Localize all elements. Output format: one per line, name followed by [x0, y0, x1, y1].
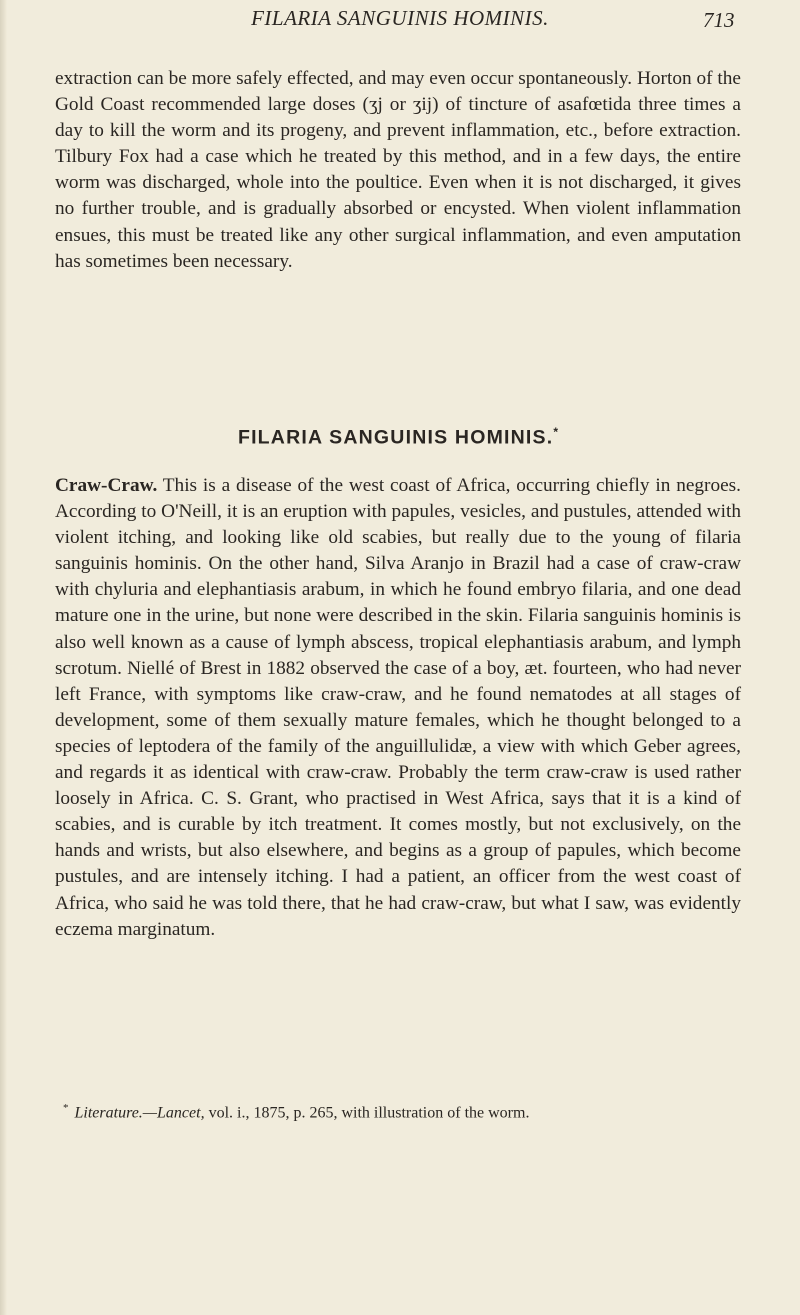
run-in-title: Craw-Craw. [55, 475, 158, 496]
running-head: FILARIA SANGUINIS HOMINIS. [251, 6, 549, 30]
footnote-mark: * [63, 1102, 69, 1114]
footnote [63, 1097, 753, 1124]
section-paragraph [55, 473, 741, 943]
paragraph-continued: extraction can be more safely effected, and may even occur spontaneously. Horton of the Gold Coast recommended large doses (ʒj or ʒij) of tincture of asafœtida three times a day to kill the worm and its progeny, and prevent inflammation, etc., before extraction. Tilbury Fox had a case which he treated by this method, and in a few days, the entire worm was discharged, whole into the poultice. Even when it is not discharged, it gives no further trouble, and is gradually absorbed or encysted. When violent inflammation ensues, this must be treated like any other surgical inflammation, and even amputation has sometimes been necessary. [55, 68, 741, 272]
section-heading [55, 418, 741, 452]
page-number: 713 [703, 8, 735, 32]
footnote-text: vol. i., 1875, p. 265, with illustration of the worm. [208, 1104, 530, 1122]
section-paragraph-text: This is a disease of the west coast of Africa, occurring chiefly in negroes. According to O'Neill, it is an eruption with papules, vesicles, and pustules, attended with violent itching, and looking like old scabies, but really due to the young of filaria sanguinis hominis. On the other hand, Silva Aranjo in Brazil had a case of craw-craw with chyluria and elephantiasis arabum, in which he found embryo filaria, and one dead mature one in the urine, but none were described in the skin. Filaria sanguinis hominis is also well known as a cause of lymph abscess, tropical elephantiasis arabum, and lymph scrotum. Niellé of Brest in 1882 observed the case of a boy, æt. fourteen, who had never left France, with symptoms like craw-craw, and he found nematodes at all stages of development, some of them sexually mature females, which he thought belonged to a species of leptodera of the family of the anguillulidæ, a view with which Geber agrees, and regards it as identical with craw-craw. Probably the term craw-craw is used rather loosely in Africa. C. S. Grant, who practised in West Africa, says that it is a kind of scabies, and is curable by itch treatment. It comes mostly, but not exclusively, on the hands and wrists, but also elsewhere, and begins as a group of papules, which become pustules, and are intensely itching. I had a patient, an officer from the west coast of Africa, who said he was told there, that he had craw-craw, but what I saw, was evidently eczema marginatum. [55, 475, 741, 940]
footnote-label: Literature.—Lancet, [74, 1104, 205, 1122]
section-heading-text: FILARIA SANGUINIS HOMINIS. [237, 426, 554, 449]
footnote-reference: * [553, 425, 559, 439]
page-gutter-shadow [0, 0, 7, 1315]
